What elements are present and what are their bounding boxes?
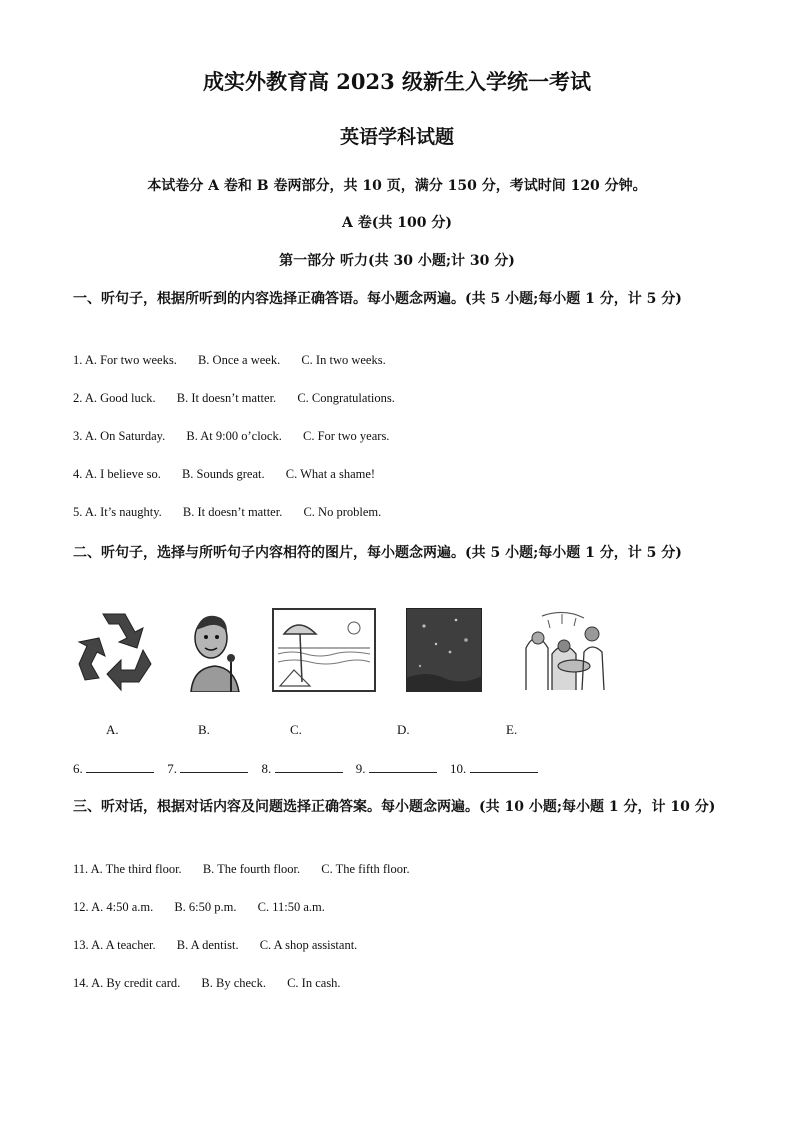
question-number: 2.	[73, 391, 83, 405]
option-c: C. For two years.	[302, 429, 390, 443]
picture-label-d: D.	[397, 722, 410, 737]
exam-subtitle: 英语学科试题	[339, 126, 454, 148]
option-b: B. It doesn’t matter.	[176, 391, 277, 405]
question-number: 1.	[73, 353, 83, 367]
blank-7[interactable]: 7.	[167, 760, 248, 777]
question-5	[73, 505, 381, 520]
option-a: A. The third floor.	[90, 862, 182, 876]
option-a: A. By credit card.	[91, 976, 181, 990]
exam-intro: 本试卷分 A 卷和 B 卷两部分，共 10 页，满分 150 分，考试时间 120 分钟。	[147, 178, 647, 194]
exam-title: 成实外教育高 2023 级新生入学统一考试	[202, 69, 592, 94]
blank-10[interactable]: 10.	[450, 760, 538, 777]
question-12	[73, 900, 325, 915]
option-b: B. A dentist.	[176, 938, 239, 952]
blank-8[interactable]: 8.	[262, 760, 343, 777]
option-a: A. It’s naughty.	[84, 505, 162, 519]
night-sky-icon	[406, 608, 482, 692]
recycle-icon	[73, 608, 155, 692]
option-c: C. The fifth floor.	[321, 862, 410, 876]
option-b: B. 6:50 p.m.	[174, 900, 237, 914]
question-14	[73, 976, 341, 991]
question-3	[73, 429, 389, 444]
picture-label-b: B.	[198, 722, 210, 737]
option-b: B. Once a week.	[197, 353, 281, 367]
question-number: 5.	[73, 505, 83, 519]
picture-label-a: A.	[106, 722, 119, 737]
section2-instruction: 二、听句子，选择与所听句子内容相符的图片，每小题念两遍。(共 5 小题;每小题 1 分，计 5 分)	[73, 545, 682, 561]
beach-icon	[272, 608, 376, 692]
option-c: C. What a shame!	[285, 467, 376, 481]
party-icon	[522, 608, 606, 692]
blank-6[interactable]: 6.	[73, 760, 154, 777]
option-c: C. A shop assistant.	[259, 938, 358, 952]
picture-label-e: E.	[506, 722, 518, 737]
option-b: B. Sounds great.	[181, 467, 265, 481]
option-c: C. No problem.	[303, 505, 382, 519]
option-a: A. A teacher.	[91, 938, 156, 952]
option-b: B. The fourth floor.	[202, 862, 301, 876]
option-c: C. In cash.	[287, 976, 341, 990]
option-b: B. It doesn’t matter.	[182, 505, 283, 519]
question-11	[73, 862, 410, 877]
option-a: A. 4:50 a.m.	[91, 900, 154, 914]
option-a: A. I believe so.	[84, 467, 161, 481]
option-c: C. In two weeks.	[301, 353, 386, 367]
question-number: 14.	[73, 976, 89, 990]
option-c: C. Congratulations.	[297, 391, 395, 405]
question-number: 4.	[73, 467, 83, 481]
option-b: B. By check.	[201, 976, 266, 990]
section1-instruction: 一、听句子，根据所听到的内容选择正确答语。每小题念两遍。(共 5 小题;每小题 1 分，计 5 分)	[73, 291, 682, 307]
part-one-heading: 第一部分 听力(共 30 小题;计 30 分)	[279, 253, 515, 269]
option-b: B. At 9:00 o’clock.	[186, 429, 282, 443]
question-4	[73, 467, 375, 482]
blank-9[interactable]: 9.	[356, 760, 437, 777]
question-1	[73, 353, 386, 368]
question-number: 12.	[73, 900, 89, 914]
option-a: A. For two weeks.	[84, 353, 177, 367]
question-13	[73, 938, 357, 953]
paper-a-heading: A 卷(共 100 分)	[342, 215, 452, 231]
option-a: A. On Saturday.	[84, 429, 166, 443]
picture-label-c: C.	[290, 722, 302, 737]
singer-icon	[187, 608, 245, 692]
question-2	[73, 391, 395, 406]
section3-instruction: 三、听对话，根据对话内容及问题选择正确答案。每小题念两遍。(共 10 小题;每小题 1 分，计 10 分)	[73, 799, 716, 815]
question-number: 3.	[73, 429, 83, 443]
option-a: A. Good luck.	[84, 391, 156, 405]
question-number: 13.	[73, 938, 89, 952]
option-c: C. 11:50 a.m.	[257, 900, 325, 914]
question-number: 11.	[73, 862, 89, 876]
answer-blanks	[73, 760, 548, 777]
